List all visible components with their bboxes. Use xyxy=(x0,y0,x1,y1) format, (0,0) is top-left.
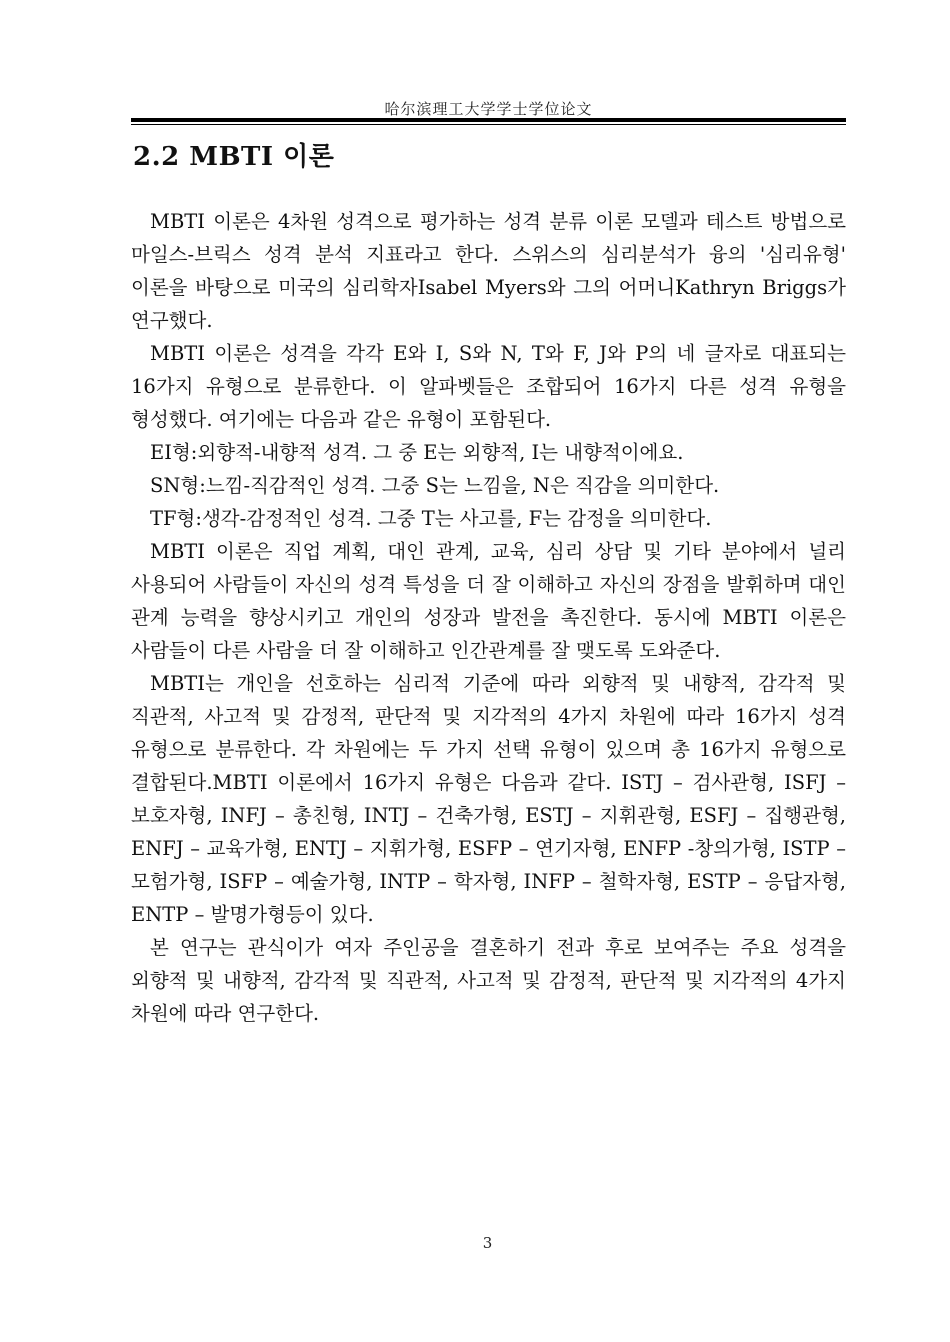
page-header: 哈尔滨理工大学学士学位论文 xyxy=(384,100,593,118)
paragraph-research-scope: 본 연구는 관식이가 여자 주인공을 결혼하기 전과 후로 보여주는 주요 성격을 외향적 및 내향적, 감각적 및 직관적, 사고적 및 감정적, 판단적 및 지각적의 4가지 차원에 따라 연구한다. xyxy=(131,936,846,1025)
paragraph-sixteen-types: MBTI는 개인을 선호하는 심리적 기준에 따라 외향적 및 내향적, 감각적 및 직관적, 사고적 및 감정적, 판단적 및 지각적의 4가지 차원에 따라 16가지 성격 유형으로 분류한다. 각 차원에는 두 가지 선택 유형이 있으며 총 16가지 유형으로 결합된다.MBTI 이론에서 16가지 유형은 다음과 같다. ISTJ – 검사관형, ISFJ – 보호자형, INFJ – 총친형, INTJ – 건축가형, ESTJ – 지휘관형, ESFJ – 집행관형, ENFJ – 교육가형, ENTJ – 지휘가형, ESFP – 연기자형, ENFP -창의가형, ISTP – 모험가형, ISFP – 예술가형, INTP – 학자형, INFP – 철학자형, ESTP – 응답자형, ENTP – 발명가형등이 있다. xyxy=(131,672,846,926)
paragraph-intro: MBTI 이론은 4차원 성격으로 평가하는 성격 분류 이론 모델과 테스트 방법으로 마일스-브릭스 성격 분석 지표라고 한다. 스위스의 심리분석가 융의 '심리유형' 이론을 바탕으로 미국의 심리학자Isabel Myers와 그의 어머니Kathryn Briggs가 연구했다. xyxy=(131,210,846,332)
section-title: 2.2 MBTI 이론 xyxy=(133,142,335,172)
paragraph-ei-type: EI형:외향적-내향적 성격. 그 중 E는 외향적, I는 내향적이에요. xyxy=(150,441,684,464)
paragraph-applications: MBTI 이론은 직업 계획, 대인 관계, 교육, 심리 상담 및 기타 분야에서 널리 사용되어 사람들이 자신의 성격 특성을 더 잘 이해하고 자신의 장점을 발휘하며 대인 관계 능력을 향상시키고 개인의 성장과 발전을 촉진한다. 동시에 MBTI 이론은 사람들이 다른 사람을 더 잘 이해하고 인간관계를 잘 맺도록 도와준다. xyxy=(131,540,846,662)
paragraph-classification: MBTI 이론은 성격을 각각 E와 I, S와 N, T와 F, J와 P의 네 글자로 대표되는 16가지 유형으로 분류한다. 이 알파벳들은 조합되어 16가지 다른 성격 유형을 형성했다. 여기에는 다음과 같은 유형이 포함된다. xyxy=(131,342,846,431)
page-number: 3 xyxy=(482,1234,493,1252)
header-rule-thin xyxy=(131,124,846,125)
paragraph-tf-type: TF형:생각-감정적인 성격. 그중 T는 사고를, F는 감정을 의미한다. xyxy=(150,507,712,530)
header-rule-thick xyxy=(131,118,846,122)
paragraph-sn-type: SN형:느낌-직감적인 성격. 그중 S는 느낌을, N은 직감을 의미한다. xyxy=(150,474,720,497)
body-text xyxy=(131,205,846,1030)
